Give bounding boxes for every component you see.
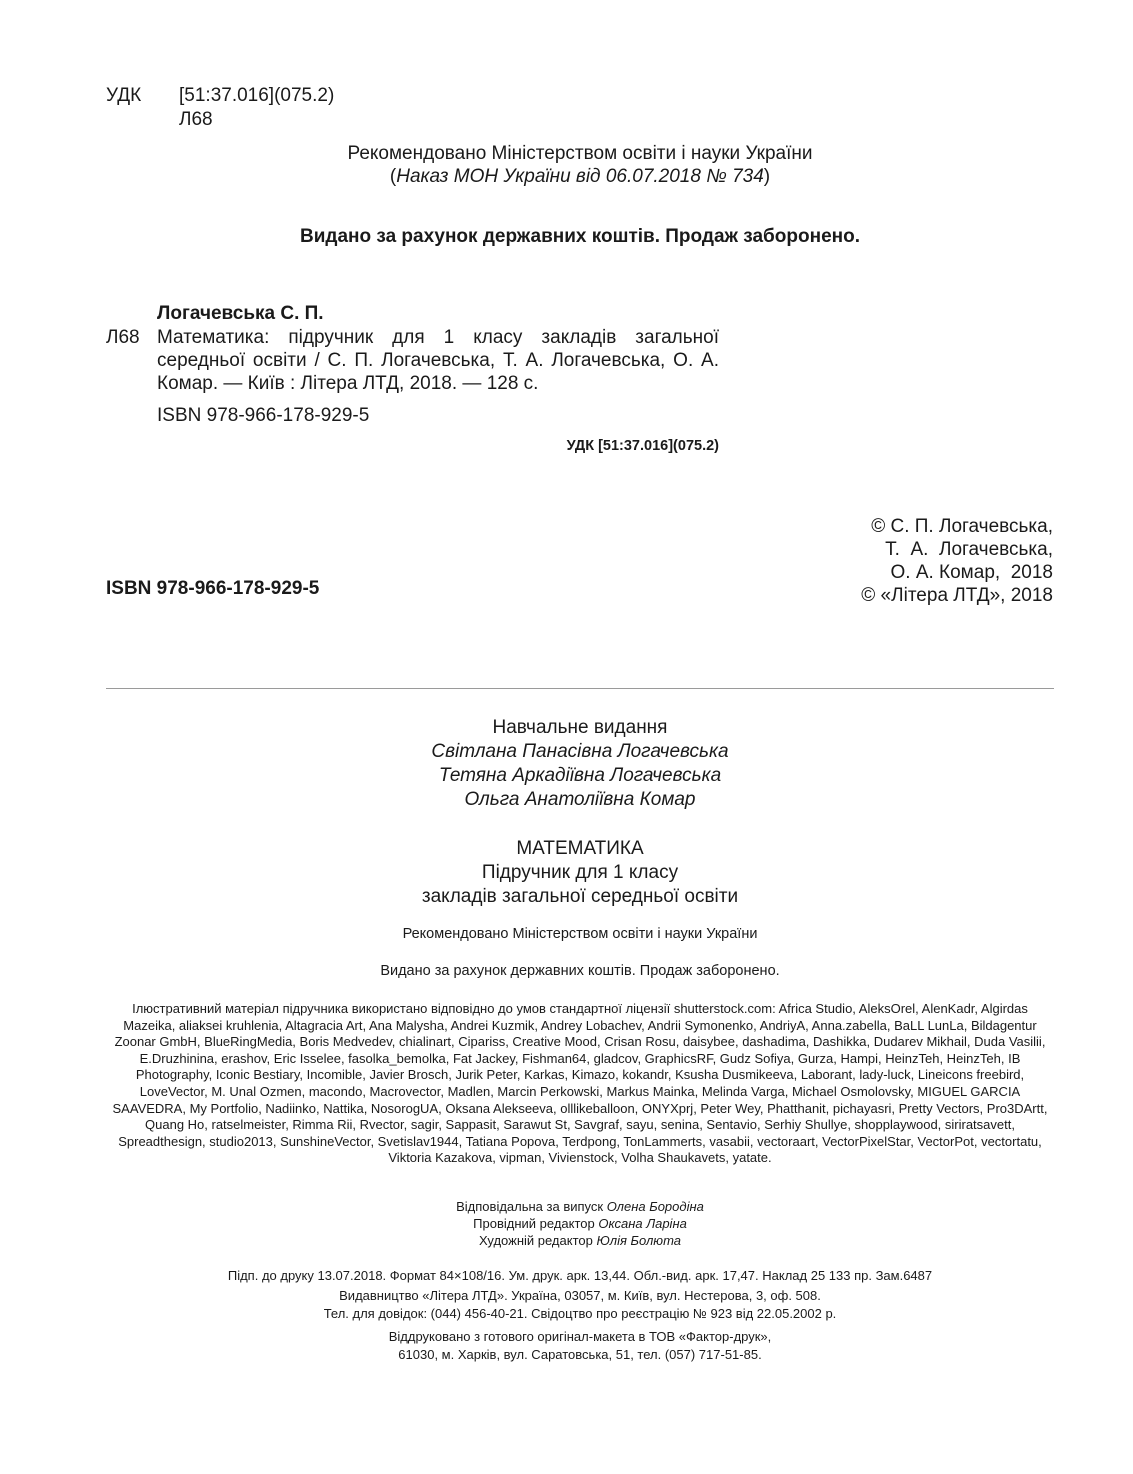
staff-line [80, 1233, 1080, 1250]
bibliography-udk: УДК [51:37.016](075.2) [566, 438, 719, 454]
udk-label: УДК [106, 85, 142, 106]
edition-type: Навчальне видання [492, 717, 668, 738]
gov-funds-notice: Видано за рахунок державних коштів. Продаж заборонено. [299, 226, 860, 247]
printer-name: Віддруковано з готового оригінал-макета в ТОВ «Фактор-друк», [388, 1329, 772, 1344]
staff-name: Олена Бородіна [606, 1199, 704, 1214]
bibliography-isbn: ISBN 978-966-178-929-5 [157, 405, 370, 426]
book-subtitle: закладів загальної середньої освіти [421, 886, 739, 907]
order-close: ) [763, 166, 771, 187]
staff-role: Відповідальна за випуск [456, 1199, 604, 1214]
copyright-line: О. А. Комар, 2018 [890, 562, 1053, 583]
bibliography-index: Л68 [106, 327, 140, 348]
staff-name: Юлія Болюта [596, 1233, 681, 1248]
publisher-address: Видавництво «Літера ЛТД». Україна, 03057, м. Київ, вул. Нестерова, 3, оф. 508. [339, 1288, 821, 1303]
author-name: Ольга Анатоліївна Комар [464, 789, 696, 810]
copyright-line: © «Літера ЛТД», 2018 [861, 585, 1053, 606]
staff-role: Провідний редактор [473, 1216, 595, 1231]
copyright-line: Т. А. Логачевська, [885, 539, 1053, 560]
publisher-phone: Тел. для довідок: (044) 456-40-21. Свідоцтво про реєстрацію № 923 від 22.05.2002 р. [323, 1306, 837, 1321]
bibliography-description: Математика: підручник для 1 класу закладів загальної середньої освіти / С. П. Логачевська, Т. А. Логачевська, О. А. Комар. — Київ : Літера ЛТД, 2018. — 128 с. [157, 327, 719, 394]
illustration-credits: Ілюстративний матеріал підручника використано відповідно до умов стандартної ліцензії shutterstock.com: Africa Studio, AleksOrel, AlenKadr, Algirdas Mazeika, aliaksei kruhlenia, Altagracia Art, Ana Malysha, Andrei Kuzmik, Andrey Lobachev, Andrii Symonenko, AndriyA, Anna.zabella, BaLL LunLa, Bildagentur Zoonar GmbH, BlueRingMedia, Boris Medvedev, chialinart, Cipariss, Creative Mood, Crisan Rosu, daisybee, dashadima, Dashikka, Dudarev Mikhail, Duda Vasilii, E.Druzhinina, erashov, Eric Isselee, fasolka_bemolka, Fat Jackey, Fishman64, gladcov, GraphicsRF, Gudz Sofiya, Gurza, Hampi, HeinzTeh, HeinzTeh, IB Photography, Iconic Bestiary, Incomible, Javier Brosch, Jurik Peter, Karkas, Kimazo, kokandr, Ksusha Dusmikeeva, Laborant, lady-luck, Lineicons freebird, LoveVector, M. Unal Ozmen, macondo, Macrovector, Madlen, Marcin Perkowski, Markus Mainka, Melinda Varga, Michael Osmolovsky, MIGUEL GARCIA SAAVEDRA, My Portfolio, Nadiinko, Nattika, NosorogUA, Oksana Alekseeva, olllikeballoon, ONYXprj, Peter Wey, Phatthanit, pichayasri, Pretty Vectors, Pro3DArtt, Quang Ho, ratselmeister, Rimma Rii, Rvector, sagir, Sappasit, Sarawut St, Savgraf, sayu, senina, Sentavio, Serhiy Shullye, shopplaywood, siriratsavett, Spreadthesign, studio2013, SunshineVector, Svetislav1944, Tatiana Popova, Terdpong, TonLammerts, vasabii, vectoraart, VectorPixelStar, VectorPot, vectortatu, Viktoria Kazakova, vipman, Vivienstock, Volha Shaukavets, yatate. [112, 1001, 1048, 1166]
order-text: Наказ МОН України від 06.07.2018 № 734 [396, 166, 764, 187]
staff-line [80, 1199, 1080, 1216]
author-name: Тетяна Аркадіївна Логачевська [438, 765, 722, 786]
print-details: Підп. до друку 13.07.2018. Формат 84×108/16. Ум. друк. арк. 13,44. Обл.-вид. арк. 17,47. Наклад 25 133 пр. Зам.6487 [227, 1268, 933, 1283]
recommended-small: Рекомендовано Міністерством освіти і науки України [402, 926, 758, 942]
udk-code: [51:37.016](075.2) [179, 85, 335, 106]
bibliography-author: Логачевська С. П. [157, 303, 324, 324]
copyright-block [700, 515, 1053, 607]
author-name: Світлана Панасівна Логачевська [431, 741, 729, 762]
order-open: ( [389, 166, 397, 187]
book-subtitle: Підручник для 1 класу [481, 862, 679, 883]
book-title: МАТЕМАТИКА [516, 838, 644, 859]
ministry-order [200, 165, 960, 188]
printer-address: 61030, м. Харків, вул. Саратовська, 51, тел. (057) 717-51-85. [398, 1347, 762, 1362]
isbn-bold: ISBN 978-966-178-929-5 [106, 578, 320, 599]
staff-line [80, 1216, 1080, 1233]
staff-name: Оксана Ларіна [598, 1216, 687, 1231]
recommendation-line: Рекомендовано Міністерством освіти і науки України [347, 143, 813, 164]
library-index: Л68 [179, 109, 213, 130]
funds-small: Видано за рахунок державних коштів. Продаж заборонено. [380, 963, 780, 979]
divider [106, 688, 1054, 689]
staff-role: Художній редактор [479, 1233, 593, 1248]
copyright-line: © С. П. Логачевська, [871, 516, 1053, 537]
